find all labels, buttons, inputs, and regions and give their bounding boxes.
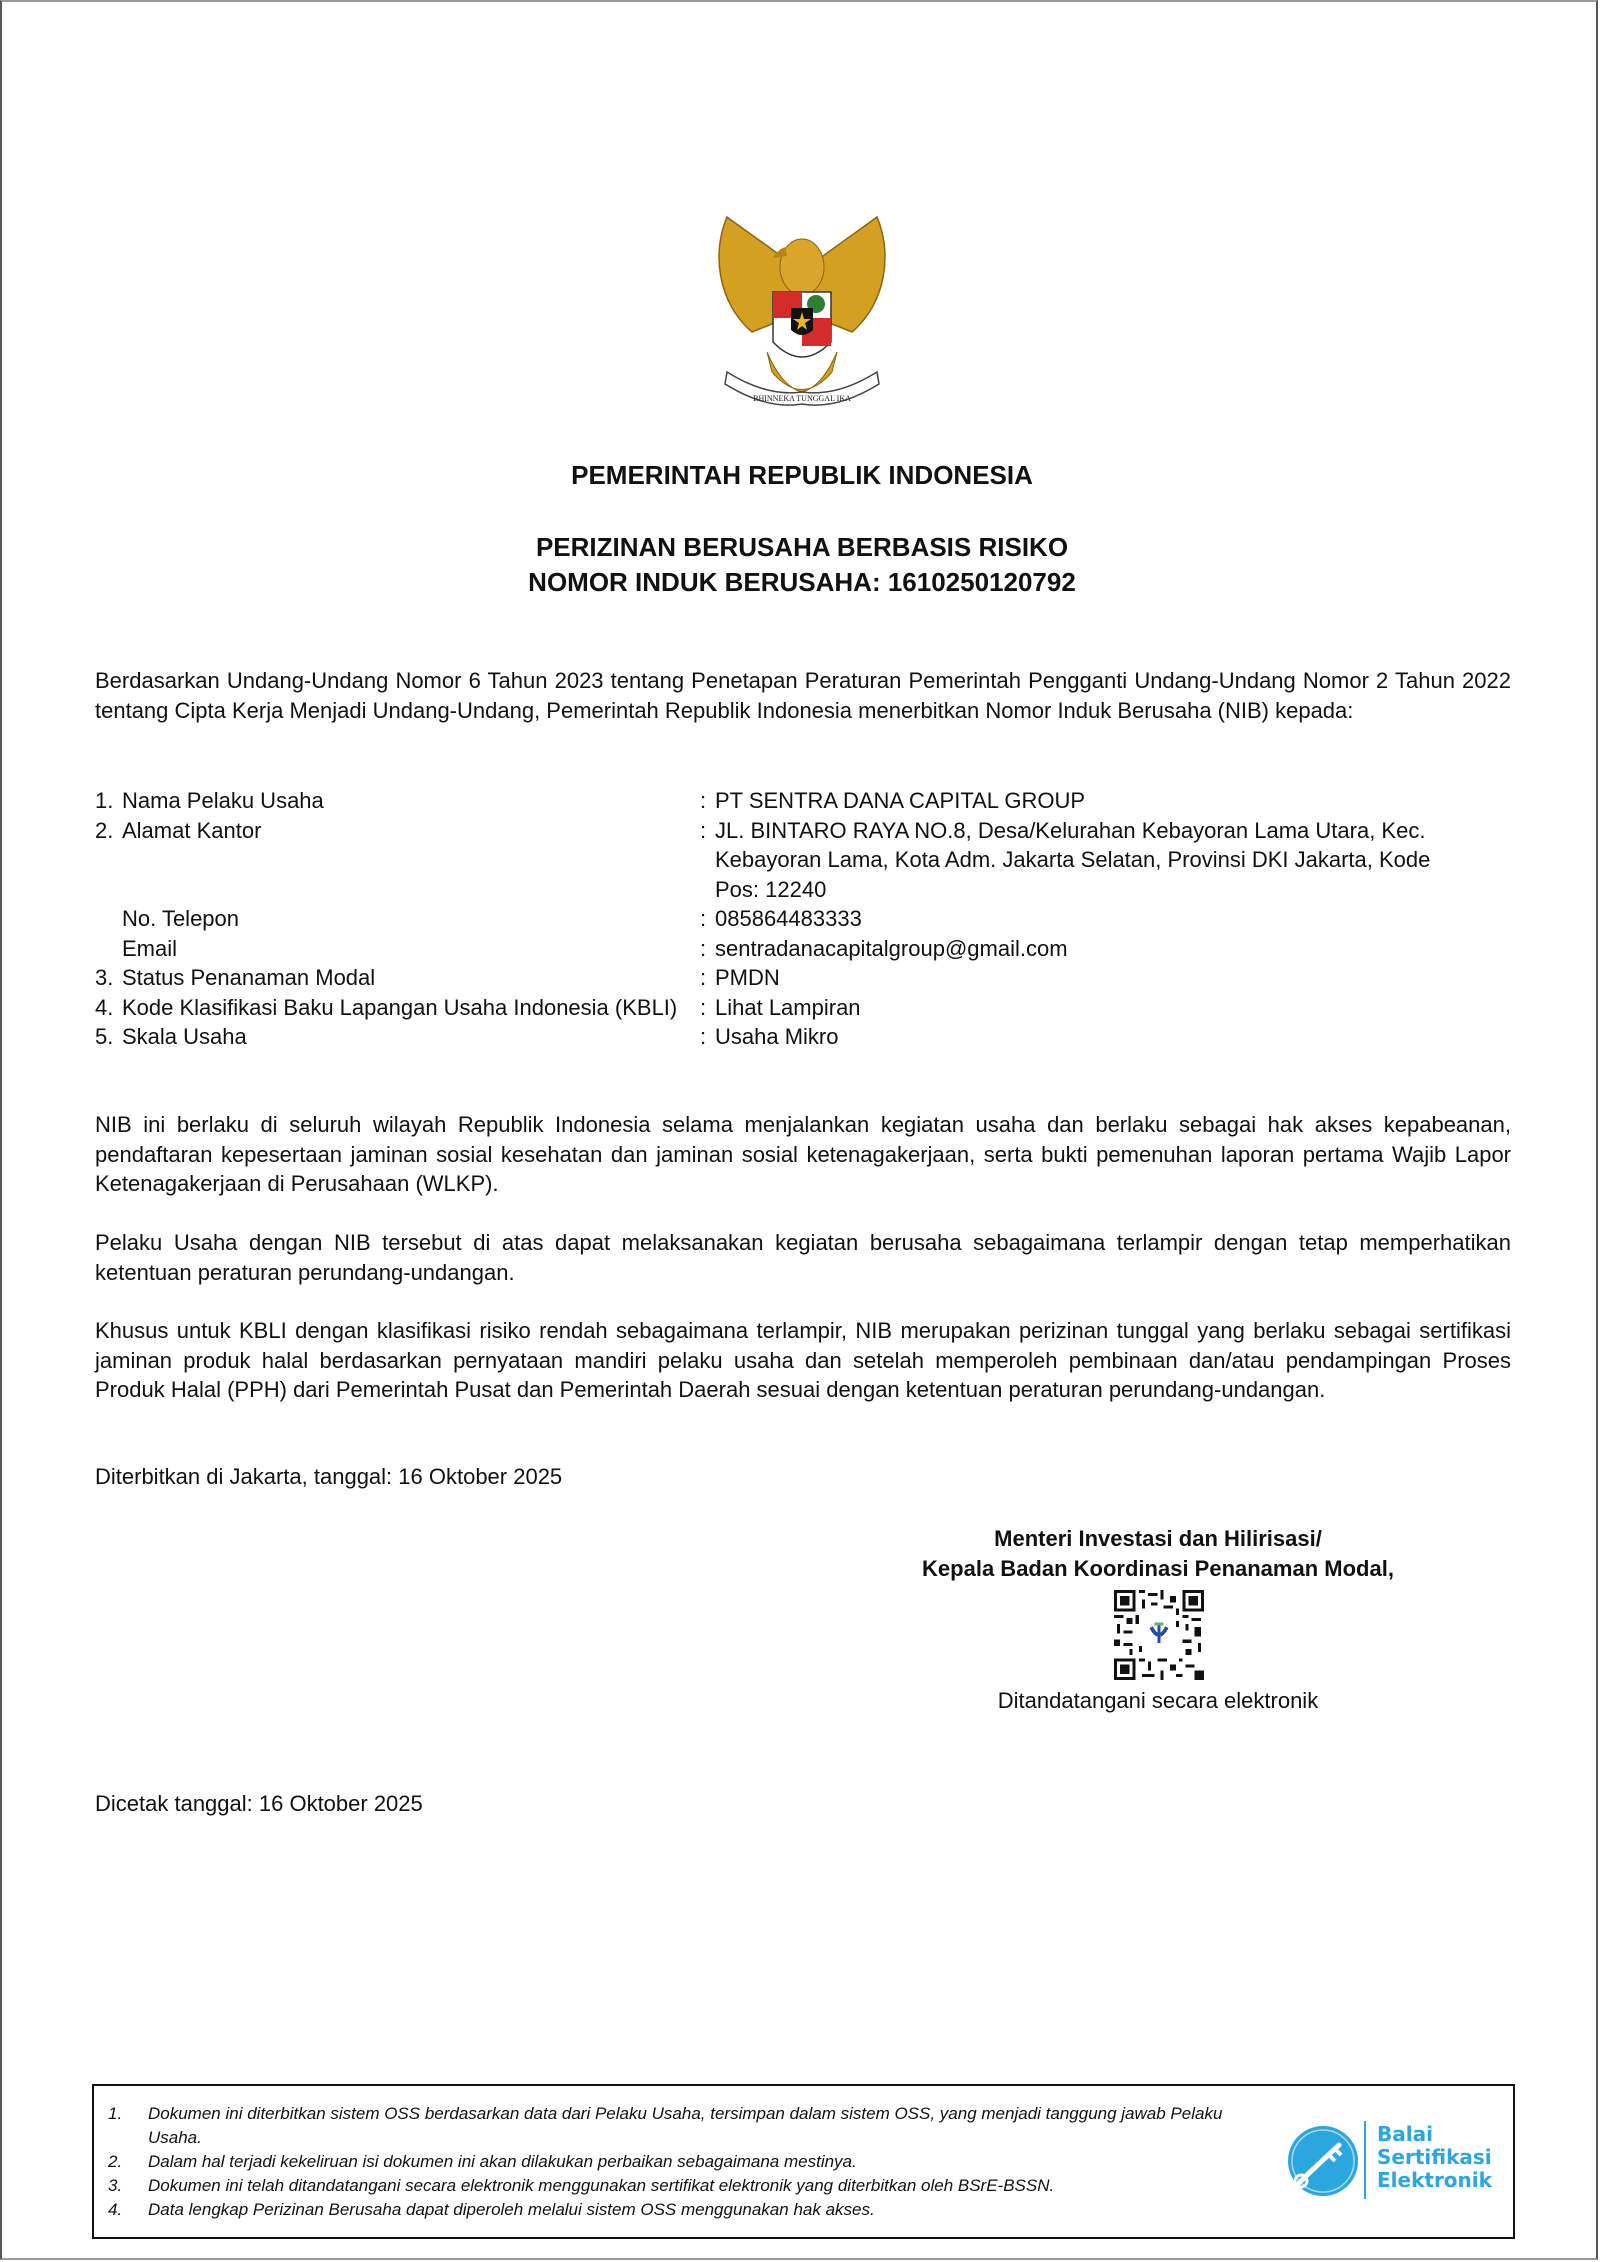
field-value: sentradanacapitalgroup@gmail.com — [715, 935, 1068, 961]
field-colon: : — [700, 788, 707, 813]
footer-note — [108, 2198, 1278, 2222]
field-label: Kode Klasifikasi Baku Lapangan Usaha Indonesia (KBLI) — [122, 994, 678, 1020]
field-number: 1. — [95, 788, 114, 813]
field-label: Alamat Kantor — [122, 817, 262, 843]
business-details — [95, 786, 1515, 1052]
field-value: Lihat Lampiran — [715, 994, 861, 1020]
field-number: 5. — [95, 1024, 114, 1049]
field-label: Nama Pelaku Usaha — [122, 788, 324, 813]
field-number — [95, 934, 122, 964]
field-value: PT SENTRA DANA CAPITAL GROUP — [715, 788, 1086, 813]
field-number: 4. — [95, 994, 114, 1020]
document-title — [2, 530, 1600, 600]
signatory-title-line-1: Menteri Investasi dan Hilirisasi/ — [994, 1526, 1322, 1551]
field-label: Status Penanaman Modal — [122, 965, 376, 990]
field-row-address — [95, 816, 1515, 905]
field-row-investment-status — [95, 963, 1515, 993]
nib-number: NOMOR INDUK BERUSAHA: 1610250120792 — [528, 567, 1076, 597]
bsre-key-icon — [1287, 2125, 1359, 2197]
field-colon: : — [700, 935, 707, 961]
bsre-logo-divider — [1364, 2121, 1366, 2199]
field-value: Usaha Mikro — [715, 1024, 839, 1049]
bsre-logo-text — [1377, 2123, 1492, 2192]
government-heading: PEMERINTAH REPUBLIK INDONESIA — [571, 460, 1033, 490]
bsre-logo-line-3: Elektronik — [1377, 2168, 1492, 2192]
intro-paragraph: Berdasarkan Undang-Undang Nomor 6 Tahun 2023 tentang Penetapan Peraturan Pemerintah Pengganti Undang-Undang Nomor 2 Tahun 2022 tentang Cipta Kerja Menjadi Undang-Undang, Pemerintah Republik Indonesia menerbitkan Nomor Induk Berusaha (NIB) kepada: — [95, 668, 1511, 723]
field-row-phone — [95, 904, 1515, 934]
bsre-logo-line-1: Balai — [1377, 2122, 1433, 2146]
note-number: 1. — [108, 2104, 123, 2123]
note-number: 4. — [108, 2200, 123, 2219]
field-number: 3. — [95, 965, 114, 990]
footer-note — [108, 2102, 1278, 2150]
note-text: Dalam hal terjadi kekeliruan isi dokumen ini akan dilakukan perbaikan sebagaimana mestinya. — [148, 2152, 857, 2171]
signatory-title — [858, 1524, 1458, 1584]
qr-code-icon — [1114, 1590, 1204, 1680]
field-label: Skala Usaha — [122, 1024, 247, 1049]
printed-date: Dicetak tanggal: 16 Oktober 2025 — [95, 1791, 423, 1816]
validity-paragraph: NIB ini berlaku di seluruh wilayah Republik Indonesia selama menjalankan kegiatan usaha dan berlaku sebagai hak akses kepabeanan, pendaftaran kepesertaan jaminan sosial kesehatan dan jaminan sosial ketenagakerjaan, serta bukti pemenuhan laporan pertama Wajib Lapor Ketenagakerjaan di Perusahaan (WLKP). — [95, 1112, 1511, 1196]
note-number: 3. — [108, 2176, 123, 2195]
field-label: No. Telepon — [122, 906, 240, 931]
halal-paragraph: Khusus untuk KBLI dengan klasifikasi risiko rendah sebagaimana terlampir, NIB merupakan perizinan tunggal yang berlaku sebagai sertifikasi jaminan produk halal berdasarkan pernyataan mandiri pelaku usaha dan setelah memperoleh pembinaan dan/atau pendampingan Proses Produk Halal (PPH) dari Pemerintah Pusat dan Pemerintah Daerah sesuai dengan ketentuan peraturan perundang-undangan. — [95, 1318, 1511, 1402]
field-value: 085864483333 — [715, 906, 862, 931]
field-colon: : — [700, 994, 707, 1020]
footer-note — [108, 2174, 1278, 2198]
bsre-logo — [1287, 2121, 1507, 2201]
footer-notes-box — [92, 2084, 1515, 2239]
footer-notes-list — [108, 2102, 1278, 2222]
footer-note — [108, 2150, 1278, 2174]
field-value: JL. BINTARO RAYA NO.8, Desa/Kelurahan Kebayoran Lama Utara, Kec. Kebayoran Lama, Kota Adm. Jakarta Selatan, Provinsi DKI Jakarta, Kode Pos: 12240 — [715, 817, 1431, 902]
field-row-business-scale — [95, 1022, 1515, 1052]
note-text: Data lengkap Perizinan Berusaha dapat diperoleh melalui sistem OSS menggunakan hak akses. — [148, 2200, 875, 2219]
electronic-signature-note: Ditandatangani secara elektronik — [997, 1688, 1319, 1713]
note-text: Dokumen ini telah ditandatangani secara elektronik menggunakan sertifikat elektronik yang diterbitkan oleh BSrE-BSSN. — [148, 2176, 1055, 2195]
field-colon: : — [700, 965, 707, 990]
field-row-email — [95, 934, 1515, 964]
field-row-kbli — [95, 993, 1515, 1023]
note-number: 2. — [108, 2152, 123, 2171]
note-text: Dokumen ini diterbitkan sistem OSS berdasarkan data dari Pelaku Usaha, tersimpan dalam sistem OSS, yang menjadi tanggung jawab Pelaku Usaha. — [148, 2104, 1223, 2147]
field-number: 2. — [95, 817, 114, 843]
field-row-business-name — [95, 786, 1515, 816]
issued-date: Diterbitkan di Jakarta, tanggal: 16 Oktober 2025 — [95, 1464, 563, 1489]
field-number — [95, 904, 122, 934]
bsre-logo-line-2: Sertifikasi — [1377, 2145, 1492, 2169]
field-colon: : — [700, 906, 707, 931]
compliance-paragraph: Pelaku Usaha dengan NIB tersebut di atas dapat melaksanakan kegiatan berusaha sebagaimana terlampir dengan tetap memperhatikan ketentuan peraturan perundang-undangan. — [95, 1230, 1511, 1285]
field-colon: : — [700, 1024, 707, 1049]
signatory-title-line-2: Kepala Badan Koordinasi Penanaman Modal, — [922, 1556, 1394, 1581]
field-label: Email — [122, 935, 178, 961]
field-value: PMDN — [715, 965, 780, 990]
svg-text:BHINNEKA TUNGGAL IKA: BHINNEKA TUNGGAL IKA — [753, 394, 851, 403]
garuda-emblem-icon — [707, 212, 897, 417]
title-line-1: PERIZINAN BERUSAHA BERBASIS RISIKO — [535, 532, 1069, 562]
field-colon: : — [700, 817, 707, 843]
